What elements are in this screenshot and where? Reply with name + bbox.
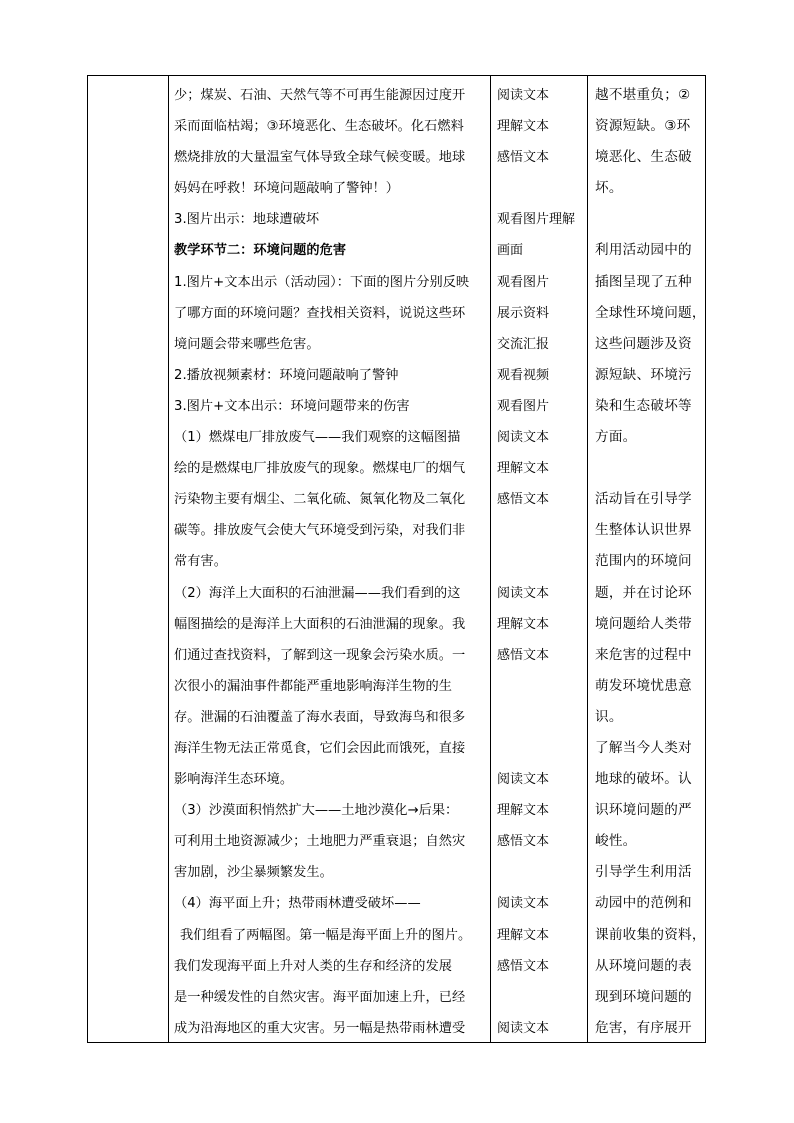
design-intent-line: 了解当今人类对: [595, 739, 692, 756]
design-intent-line: 现到环境问题的: [595, 988, 692, 1005]
content-line: 采而面临枯竭；③环境恶化、生态破坏。化石燃料: [174, 119, 464, 135]
content-line: 存。泄漏的石油覆盖了海水表面，导致海鸟和很多: [174, 709, 466, 725]
design-intent-line: 危害，有序展开: [595, 1019, 692, 1036]
student-activity-column: [490, 80, 587, 1044]
student-activity-line: 观看图片理解: [497, 212, 576, 228]
student-activity-line: 阅读文本: [497, 585, 550, 601]
student-activity-line: 感悟文本: [497, 647, 550, 663]
content-line: 碳等。排放废气会使大气环境受到污染，对我们非: [174, 523, 466, 539]
design-intent-line: 境问题给人类带: [595, 615, 692, 632]
content-line: （1）燃煤电厂排放废气——我们观察的这幅图描: [174, 430, 461, 446]
student-activity-line: 感悟文本: [497, 958, 550, 974]
design-intent-line: 生整体认识世界: [595, 522, 692, 539]
design-intent-line: 插图呈现了五种: [595, 273, 692, 290]
content-line: 我们发现海平面上升对人类的生存和经济的发展: [174, 958, 452, 974]
student-activity-line: 感悟文本: [497, 492, 550, 508]
design-intent-line: [595, 453, 706, 484]
content-line: 们通过查找资料，了解到这一现象会污染水质。一: [174, 647, 466, 663]
content-line: （2）海洋上大面积的石油泄漏——我们看到的这: [174, 585, 461, 601]
content-line: 是一种缓发性的自然灾害。海平面加速上升，已经: [174, 989, 466, 1005]
design-intent-line: [595, 204, 706, 235]
student-activity-line: 观看图片: [497, 398, 550, 414]
student-activity-line: [497, 671, 587, 702]
student-activity-line: 交流汇报: [497, 336, 550, 352]
teaching-content-column: [168, 80, 490, 1044]
design-intent-line: 动园中的范例和: [595, 895, 692, 912]
content-line: （3）沙漠面积悄然扩大——土地沙漠化→后果：: [174, 803, 459, 819]
content-line: 可利用土地资源减少；土地肥力严重衰退；自然灾: [174, 834, 466, 850]
student-activity-line: [497, 733, 587, 764]
design-intent-line: 坏。: [595, 180, 623, 197]
student-activity-line: 理解文本: [497, 927, 550, 943]
student-activity-line: 感悟文本: [497, 834, 550, 850]
content-line: 海洋生物无法正常觅食，它们会因此而饿死，直接: [174, 740, 466, 756]
content-line: 境问题会带来哪些危害。: [174, 336, 320, 352]
content-line: 我们组看了两幅图。第一幅是海平面上升的图片。: [180, 927, 472, 943]
student-activity-line: 理解文本: [497, 119, 550, 135]
student-activity-line: [497, 857, 587, 888]
design-intent-line: 染和生态破坏等: [595, 397, 692, 414]
student-activity-line: 感悟文本: [497, 150, 550, 166]
design-intent-line: 全球性环境问题，: [595, 304, 706, 321]
content-line: 3.图片+文本出示：环境问题带来的伤害: [174, 398, 410, 414]
design-intent-line: 越不堪重负；②: [595, 87, 691, 103]
student-activity-line: [497, 173, 587, 204]
content-line: 次很小的漏油事件都能严重地影响海洋生物的生: [174, 678, 452, 694]
content-line: 绘的是燃煤电厂排放废气的现象。燃煤电厂的烟气: [174, 461, 466, 477]
student-activity-line: 阅读文本: [497, 896, 550, 912]
student-activity-line: [497, 982, 587, 1013]
design-intent-line: 峻性。: [595, 833, 637, 850]
design-intent-line: 范围内的环境问: [595, 553, 692, 570]
content-line: 燃烧排放的大量温室气体导致全球气候变暖。地球: [174, 150, 466, 166]
student-activity-line: [497, 515, 587, 546]
content-line: 2.播放视频素材：环境问题敲响了警钟: [174, 367, 399, 383]
design-intent-line: 地球的破坏。认: [595, 771, 692, 788]
content-line: 3.图片出示：地球遭破坏: [174, 212, 320, 228]
student-activity-line: [497, 702, 587, 733]
content-line: 少；煤炭、石油、天然气等不可再生能源因过度开: [174, 88, 466, 103]
content-line: 幅图描绘的是海洋上大面积的石油泄漏的现象。我: [174, 616, 466, 632]
content-line: （4）海平面上升；热带雨林遭受破坏——: [174, 896, 421, 912]
design-intent-line: 这些问题涉及资: [595, 335, 692, 352]
design-intent-column: [587, 80, 706, 1044]
design-intent-line: 萌发环境忧患意: [595, 677, 692, 694]
student-activity-line: 理解文本: [497, 803, 550, 819]
design-intent-line: 方面。: [595, 429, 637, 446]
content-line: 妈妈在呼救！环境问题敲响了警钟！）: [174, 181, 400, 197]
student-activity-line: 展示资料: [497, 305, 550, 321]
student-activity-line: 理解文本: [497, 461, 550, 477]
design-intent-line: 识。: [595, 708, 623, 725]
design-intent-line: 来危害的过程中: [595, 646, 692, 663]
design-intent-line: 识环境问题的严: [595, 802, 692, 819]
design-intent-line: 引导学生利用活: [595, 864, 692, 881]
content-line: 1.图片+文本出示（活动园）：下面的图片分别反映: [174, 274, 470, 290]
design-intent-line: 源短缺、环境污: [595, 366, 692, 383]
content-line: 污染物主要有烟尘、二氧化硫、氮氧化物及二氧化: [174, 492, 466, 508]
student-activity-line: 观看图片: [497, 274, 550, 290]
design-intent-line: 题，并在讨论环: [595, 584, 692, 601]
content-line: 常有害。: [174, 554, 227, 570]
design-intent-line: 境恶化、生态破: [595, 149, 692, 166]
design-intent-line: 资源短缺。③环: [595, 118, 691, 135]
content-line: 成为沿海地区的重大灾害。另一幅是热带雨林遭受: [174, 1020, 466, 1036]
student-activity-line: 阅读文本: [497, 430, 550, 446]
lesson-plan-table: [87, 75, 706, 1043]
content-line: 害加剧，沙尘暴频繁发生。: [174, 865, 333, 881]
content-line: 了哪方面的环境问题？查找相关资料，说说这些环: [174, 305, 466, 321]
section-heading: 教学环节二：环境问题的危害: [174, 243, 347, 259]
student-activity-line: 理解文本: [497, 616, 550, 632]
student-activity-line: 阅读文本: [497, 88, 550, 103]
design-intent-line: 利用活动园中的: [595, 242, 692, 259]
design-intent-line: 从环境问题的表: [595, 957, 692, 974]
student-activity-line: 画面: [497, 243, 524, 259]
content-line: 影响海洋生态环境。: [174, 772, 294, 788]
design-intent-line: 课前收集的资料，: [595, 926, 706, 943]
student-activity-line: [497, 546, 587, 577]
design-intent-line: 活动旨在引导学: [595, 491, 692, 508]
student-activity-line: 阅读文本: [497, 1020, 550, 1036]
student-activity-line: 观看视频: [497, 367, 550, 383]
student-activity-line: 阅读文本: [497, 772, 550, 788]
